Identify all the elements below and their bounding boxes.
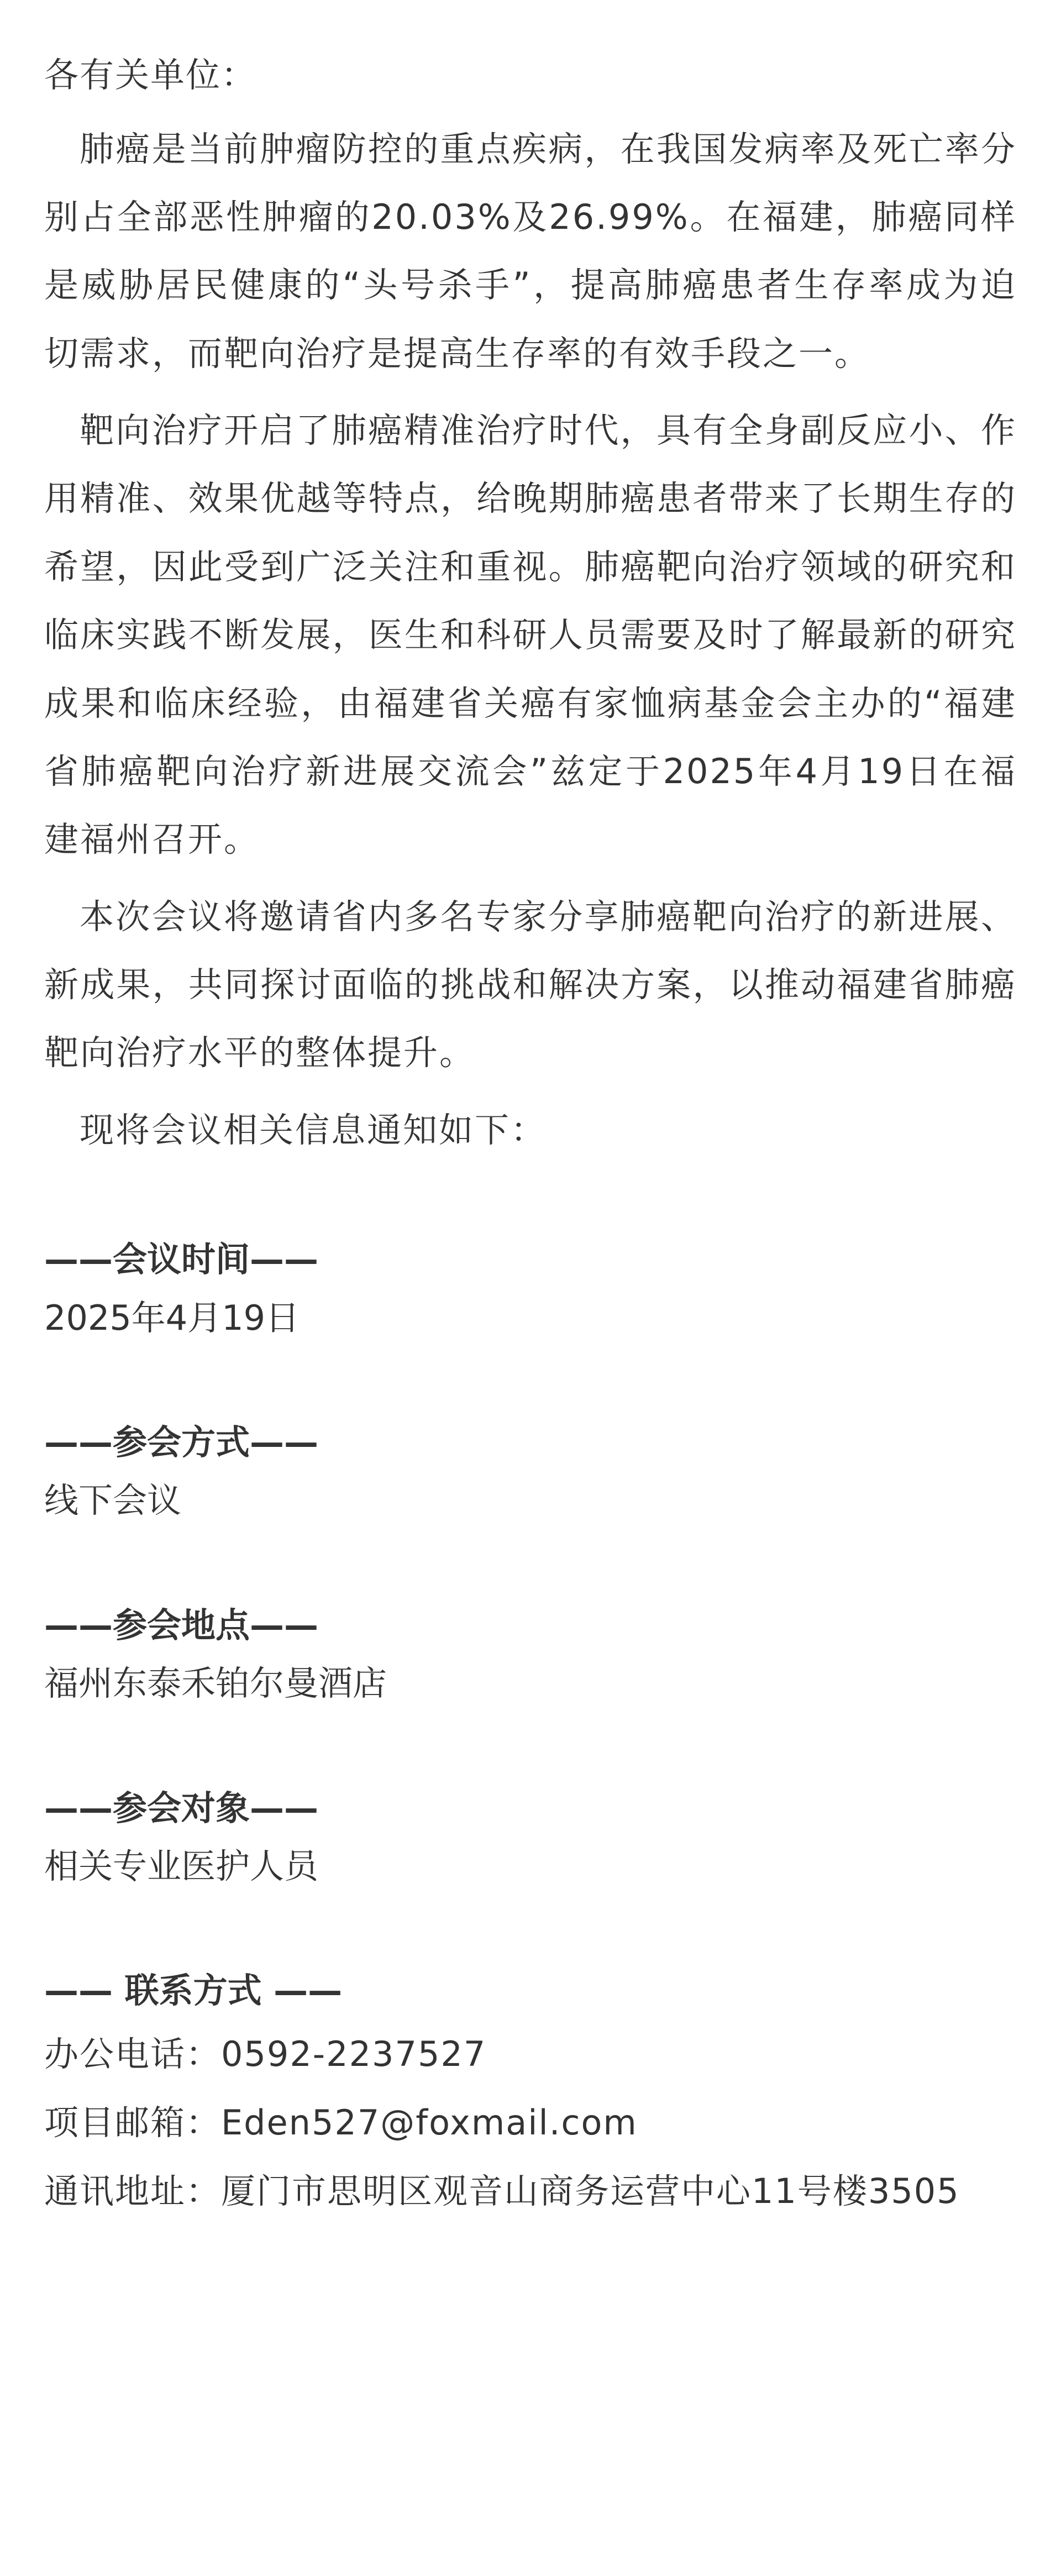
section-contact [44,1961,1017,2225]
salutation: 各有关单位： [44,55,257,95]
section-title-meeting-time: ——会议时间—— [44,1239,319,1280]
meeting-venue-value: 福州东泰禾铂尔曼酒店 [44,1663,387,1704]
section-title-meeting-venue: ——参会地点—— [44,1604,319,1645]
section-title-contact: —— 联系方式 —— [44,1970,343,2011]
section-title-meeting-audience: ——参会对象—— [44,1787,319,1828]
contact-phone: 办公电话：0592-2237527 [44,2033,487,2074]
section-meeting-audience [44,1779,1017,1896]
contact-email[interactable]: 项目邮箱：Eden527@foxmail.com [44,2102,638,2143]
intro-paragraph-4: 现将会议相关信息通知如下： [80,1109,547,1150]
intro-paragraph-2: 靶向治疗开启了肺癌精准治疗时代，具有全身副反应小、作用精准、效果优越等特点，给晚期肺癌患者带来了长期生存的希望，因此受到广泛关注和重视。肺癌靶向治疗领域的研究和临床实践不断发展，医生和科研人员需要及时了解最新的研究成果和临床经验，由福建省关癌有家恤病基金会主办的“福建省肺癌靶向治疗新进展交流会”兹定于2025年4月19日在福建福州召开。 [44,410,1017,860]
meeting-audience-value: 相关专业医护人员 [44,1845,319,1886]
section-meeting-time [44,1230,1017,1347]
section-meeting-format [44,1413,1017,1530]
intro-paragraph-1: 肺癌是当前肿瘤防控的重点疾病，在我国发病率及死亡率分别占全部恶性肿瘤的20.03%及26.99%。在福建，肺癌同样是威胁居民健康的“头号杀手”，提高肺癌患者生存率成为迫切需求，而靶向治疗是提高生存率的有效手段之一。 [44,128,1017,374]
section-title-meeting-format: ——参会方式—— [44,1422,319,1462]
meeting-time-value: 2025年4月19日 [44,1297,300,1338]
section-meeting-venue [44,1596,1017,1713]
intro-paragraph-3: 本次会议将邀请省内多名专家分享肺癌靶向治疗的新进展、新成果，共同探讨面临的挑战和解决方案，以推动福建省肺癌靶向治疗水平的整体提升。 [44,896,1017,1073]
contact-address: 通讯地址：厦门市思明区观音山商务运营中心11号楼3505 [44,2170,960,2211]
meeting-format-value: 线下会议 [44,1480,182,1521]
